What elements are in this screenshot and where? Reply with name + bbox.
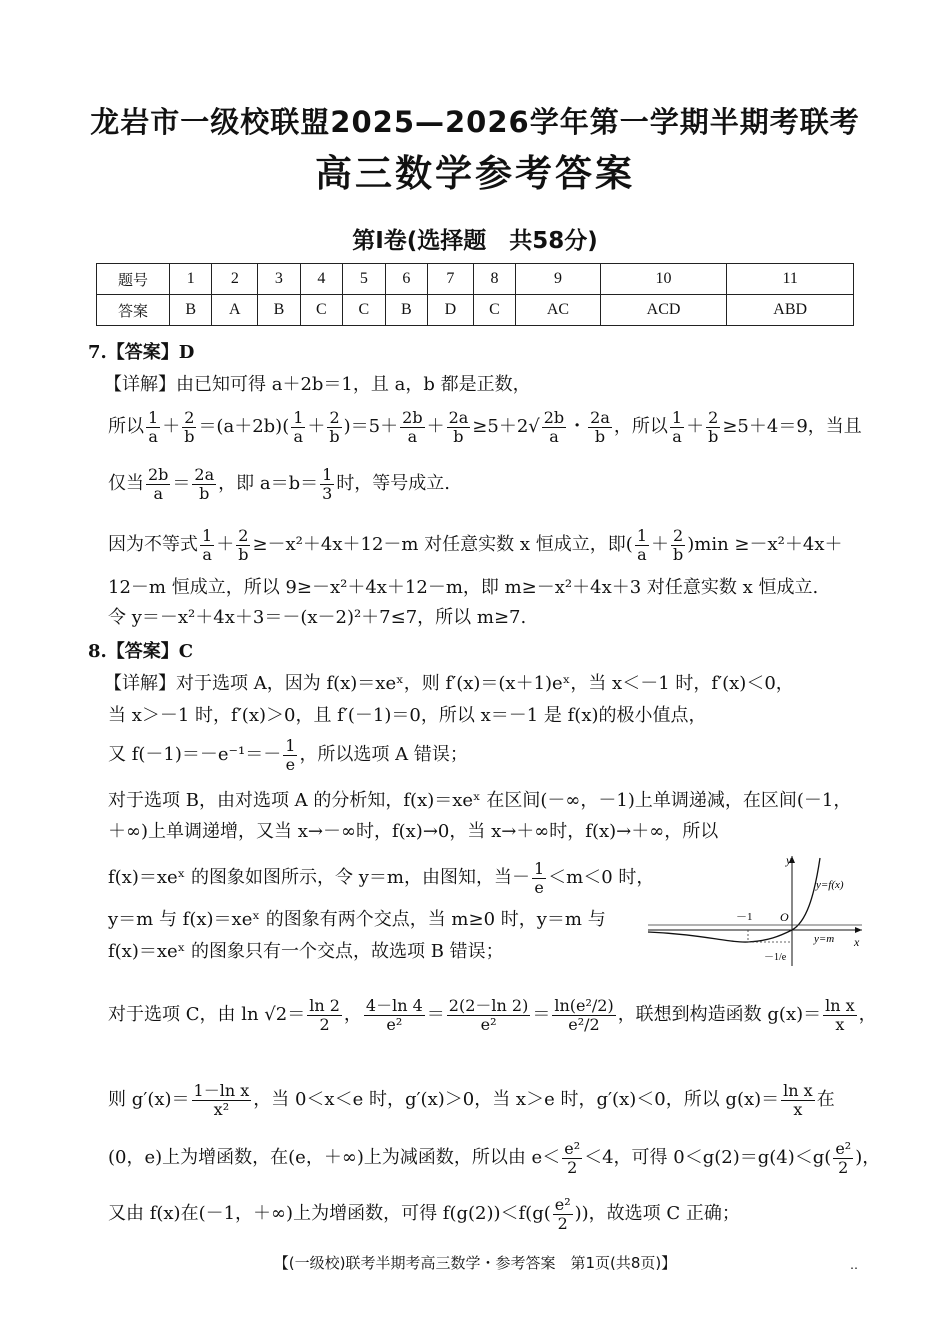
corner-mark: ‥	[850, 1258, 859, 1272]
question-number: 1	[170, 264, 212, 295]
answer-cell: A	[212, 295, 258, 326]
fraction: $\frac{2b}{a}$	[543, 407, 565, 446]
graph-label: －1/e	[764, 952, 787, 963]
fraction: $\frac{2}{b}$	[708, 407, 719, 446]
question-number: 4	[300, 264, 342, 295]
text: )，	[855, 1147, 881, 1168]
text: ＝	[426, 1004, 445, 1025]
text: 又 f(－1)＝－e⁻¹＝－	[108, 744, 282, 765]
exam-title: 龙岩市一级校联盟2025—2026学年第一学期半期考联考	[90, 105, 860, 139]
graph-label: O	[780, 910, 789, 924]
q7-formula-line: 因为不等式 $\frac{1}{a}$ ＋ $\frac{2}{b}$ ≥－x²＋4x＋12－m 对任意实数 x 恒成立，即( $\frac{1}{a}$ ＋ $\frac{2}{b}$ )min ≥－x²＋4x＋	[108, 525, 843, 564]
text: )＝5＋	[343, 416, 399, 437]
fraction: $\frac{2b}{a}$	[148, 464, 169, 503]
text: ，即 a＝b＝	[218, 473, 319, 494]
q7-heading: 7.【答案】D	[88, 342, 195, 363]
text: 仅当	[108, 473, 144, 494]
q7-formula-line: 所以 $\frac{1}{a}$ ＋ $\frac{2}{b}$ ＝(a＋2b)( $\frac{1}{a}$ ＋ $\frac{2}{b}$ )＝5＋ $\frac{2b}{a}$ ＋ $\frac{2a}{b}$ ≥5＋2√ $\frac{2b}{a}$ ・ $\frac{2a}{b}$ ，所以 $\frac{1}{a}$ ＋ $\frac{2}{b}$ ≥5＋4＝9，当且	[108, 407, 862, 446]
table-row-numbers	[97, 264, 854, 295]
fraction: $\frac{2}{b}$	[329, 407, 340, 446]
q8-formula-line	[108, 1192, 740, 1236]
answer-cell: C	[343, 295, 385, 326]
text: ＜4，可得 0＜g(2)＝g(4)＜g(	[584, 1147, 832, 1168]
graph-label: x	[854, 935, 860, 949]
text: 对于选项 C，由 ln √2＝	[108, 1004, 306, 1025]
row-label: 题号	[97, 264, 170, 295]
text: ＜m＜0 时，	[548, 867, 655, 888]
fraction: $\frac{\text{ln x}}{x}$	[825, 995, 855, 1034]
answer-cell: D	[428, 295, 474, 326]
fraction: $\frac{1}{a}$	[148, 407, 159, 446]
text: ＝(a＋2b)(	[198, 416, 290, 437]
text: ，联想到构造函数 g(x)＝	[617, 1004, 822, 1025]
answer-cell: AC	[516, 295, 601, 326]
text: 所以	[108, 416, 144, 437]
graph-label: y	[786, 853, 792, 867]
text: (0，e)上为增函数，在(e，＋∞)上为减函数，所以由 e＜	[108, 1147, 561, 1168]
fraction: $\frac{1}{3}$	[322, 464, 333, 503]
question-number: 8	[473, 264, 515, 295]
document-title: 高三数学参考答案	[315, 152, 635, 195]
text: ≥5＋2√	[472, 416, 540, 437]
text: 因为不等式	[108, 534, 198, 555]
fraction: $\frac{2(2-\ln 2)}{\text{e²}}$	[448, 995, 529, 1034]
fraction: $\frac{2b}{a}$	[402, 407, 423, 446]
question-number: 5	[343, 264, 385, 295]
q8-line: y＝m 与 f(x)＝xeˣ 的图象有两个交点，当 m≥0 时，y＝m 与	[108, 909, 606, 930]
question-number: 2	[212, 264, 258, 295]
graph-label: －1	[736, 911, 753, 923]
graph-label: y=m	[814, 933, 835, 945]
fraction: $\frac{4-\ln 4}{\text{e²}}$	[365, 995, 423, 1034]
q8-formula-line	[108, 1136, 880, 1180]
section-title: 第Ⅰ卷(选择题 共58分)	[352, 228, 598, 254]
fraction: $\frac{2a}{b}$	[590, 407, 610, 446]
text: ＝	[532, 1004, 551, 1025]
q7-line: 令 y＝－x²＋4x＋3＝－(x－2)²＋7≤7，所以 m≥7.	[108, 607, 527, 628]
text: ，所以	[613, 416, 668, 437]
fraction: $\frac{\text{ln x}}{x}$	[783, 1080, 813, 1119]
text: ))，故选项 C 正确；	[574, 1203, 740, 1224]
fraction: $\frac{2a}{b}$	[194, 464, 215, 503]
question-number: 6	[385, 264, 427, 295]
answer-cell: B	[258, 295, 300, 326]
text: ，	[858, 1004, 877, 1025]
fraction: $\frac{\text{e²}}{2}$	[554, 1194, 571, 1233]
text: ，所以选项 A 错误；	[299, 744, 468, 765]
fraction: $\frac{1}{a}$	[671, 407, 683, 446]
q8-heading: 8.【答案】C	[88, 641, 194, 662]
text: 在	[816, 1089, 835, 1110]
answer-cell: C	[473, 295, 515, 326]
fraction: $\frac{\text{e²}}{2}$	[835, 1138, 852, 1177]
page-footer: 【(一级校)联考半期考高三数学・参考答案 第1页(共8页)】	[273, 1254, 677, 1272]
question-number: 10	[600, 264, 727, 295]
text: f(x)＝xeˣ 的图象如图所示，令 y＝m，由图知，当－	[108, 867, 530, 888]
fraction: $\frac{1}{a}$	[202, 525, 213, 564]
question-number: 11	[727, 264, 854, 295]
text: ，	[343, 1004, 362, 1025]
q8-line: 当 x＞－1 时，f′(x)＞0，且 f′(－1)＝0，所以 x＝－1 是 f(x)的极小值点，	[108, 705, 707, 726]
fraction: $\frac{1}{a}$	[636, 525, 647, 564]
answer-cell: C	[300, 295, 342, 326]
q8-formula-line	[108, 733, 468, 777]
q8-line: f(x)＝xeˣ 的图象只有一个交点，故选项 B 错误；	[108, 941, 504, 962]
table-row-answers	[97, 295, 854, 326]
question-number: 9	[516, 264, 601, 295]
x-axis-arrow	[855, 927, 862, 933]
fraction: $\frac{2}{b}$	[238, 525, 249, 564]
q8-line: 对于选项 B，由对选项 A 的分析知，f(x)＝xeˣ 在区间(－∞，－1)上单调递减，在区间(－1，	[108, 790, 852, 811]
answer-cell: ACD	[600, 295, 727, 326]
q7-line: 12－m 恒成立，所以 9≥－x²＋4x＋12－m，即 m≥－x²＋4x＋3 对任意实数 x 恒成立.	[108, 577, 819, 598]
fraction: $\frac{\text{1－ln x}}{\text{x²}}$	[193, 1080, 250, 1119]
text: 时，等号成立.	[336, 473, 451, 494]
answer-table	[96, 263, 854, 326]
text: ，当 0＜x＜e 时，g′(x)＞0，当 x＞e 时，g′(x)＜0，所以 g(x)＝	[253, 1089, 780, 1110]
answer-cell: B	[170, 295, 212, 326]
row-label: 答案	[97, 295, 170, 326]
curve-f	[648, 858, 820, 942]
fraction: $\frac{1}{e}$	[285, 735, 296, 774]
question-number: 3	[258, 264, 300, 295]
fraction: $\frac{\text{ln(e²/2)}}{\text{e²/2}}$	[554, 995, 614, 1034]
answer-cell: B	[385, 295, 427, 326]
fraction: $\frac{2a}{b}$	[448, 407, 469, 446]
text: )min ≥－x²＋4x＋	[687, 534, 843, 555]
fraction: $\frac{1}{e}$	[533, 858, 545, 897]
q8-formula-line	[108, 1078, 835, 1122]
fraction: $\frac{2}{b}$	[184, 407, 195, 446]
text: ≥－x²＋4x＋12－m 对任意实数 x 恒成立，即(	[252, 534, 633, 555]
question-number: 7	[428, 264, 474, 295]
q7-line: 【详解】由已知可得 a＋2b＝1，且 a，b 都是正数，	[104, 374, 531, 395]
q7-formula-line: 仅当 $\frac{2b}{a}$ ＝ $\frac{2a}{b}$ ，即 a＝b＝ $\frac{1}{3}$ 时，等号成立.	[108, 464, 451, 503]
q8-formula-line	[108, 856, 654, 900]
text: 则 g′(x)＝	[108, 1089, 190, 1110]
graph-label: y=f(x)	[816, 879, 844, 891]
fraction: $\frac{2}{b}$	[673, 525, 684, 564]
text: 又由 f(x)在(－1，＋∞)上为增函数，可得 f(g(2))＜f(g(	[108, 1203, 551, 1224]
fraction: $\frac{1}{a}$	[293, 407, 304, 446]
q8-line: 【详解】对于选项 A，因为 f(x)＝xeˣ，则 f′(x)＝(x＋1)eˣ，当 x＜－1 时，f′(x)＜0，	[104, 673, 794, 694]
q8-formula-line	[108, 975, 877, 1055]
function-graph	[640, 848, 870, 973]
text: ≥5＋4＝9，当且	[722, 416, 862, 437]
q8-line: ＋∞)上单调递增，又当 x→－∞时，f(x)→0，当 x→＋∞时，f(x)→＋∞，所以	[108, 821, 719, 842]
fraction: $\frac{\ln 2}{2}$	[309, 995, 340, 1034]
answer-cell: ABD	[727, 295, 854, 326]
fraction: $\frac{\text{e²}}{2}$	[564, 1138, 581, 1177]
